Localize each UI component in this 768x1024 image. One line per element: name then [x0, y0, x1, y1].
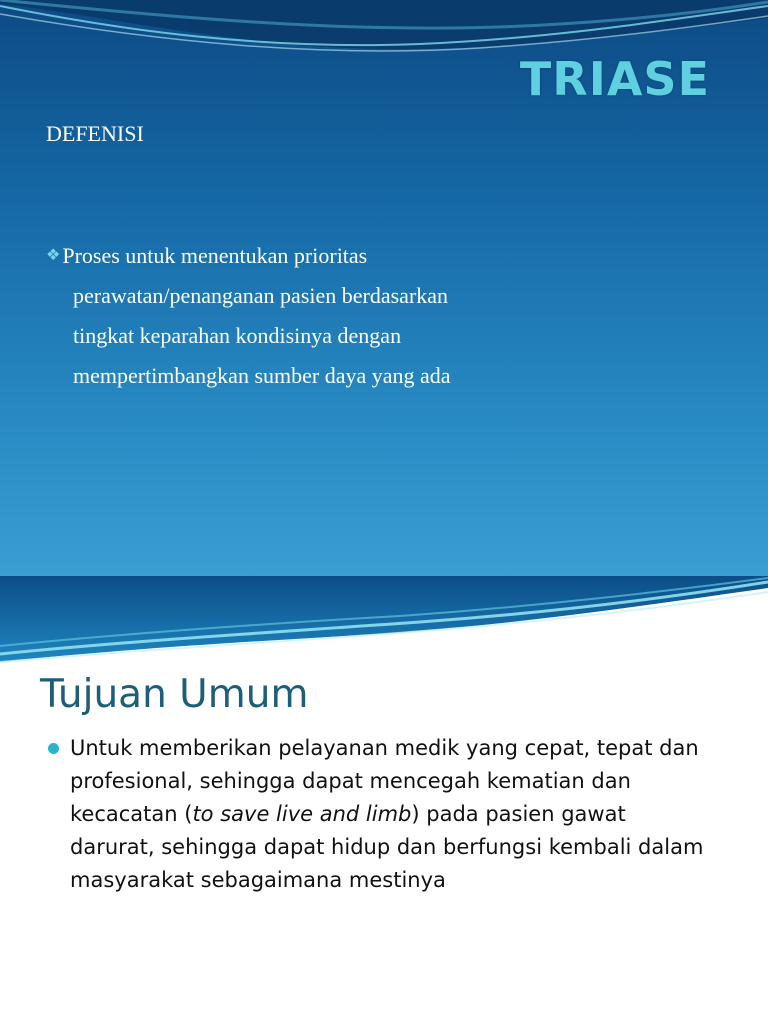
section-heading: DEFENISI: [46, 121, 144, 146]
bullet-line: mempertimbangkan sumber daya yang ada: [73, 363, 451, 388]
slide-tujuan-umum: [0, 576, 768, 1024]
wave-decoration-header: [0, 576, 768, 666]
bullet-dot-icon: [48, 743, 59, 754]
diamond-bullet-icon: ❖: [46, 247, 61, 264]
bullet-line: tingkat keparahan kondisinya dengan: [73, 323, 402, 348]
bullet-line: perawatan/penanganan pasien berdasarkan: [73, 283, 449, 308]
definition-bullet: [46, 236, 646, 396]
bullet-text: Untuk memberikan pelayanan medik yang cepat, tepat dan profesional, sehingga dapat mencegah kematian dan kecacatan (to save live and limb) pada pasien gawat darurat, sehingga dapat hidup dan berfungsi kembali dalam masyarakat sebagaimana mestinya: [70, 736, 704, 892]
italic-phrase: to save live and limb: [192, 802, 412, 826]
slide-title: Tujuan Umum: [40, 672, 309, 717]
slide-title: TRIASE: [519, 52, 710, 106]
bullet-item: [48, 732, 708, 897]
bullet-line: Proses untuk menentukan prioritas: [62, 243, 368, 268]
